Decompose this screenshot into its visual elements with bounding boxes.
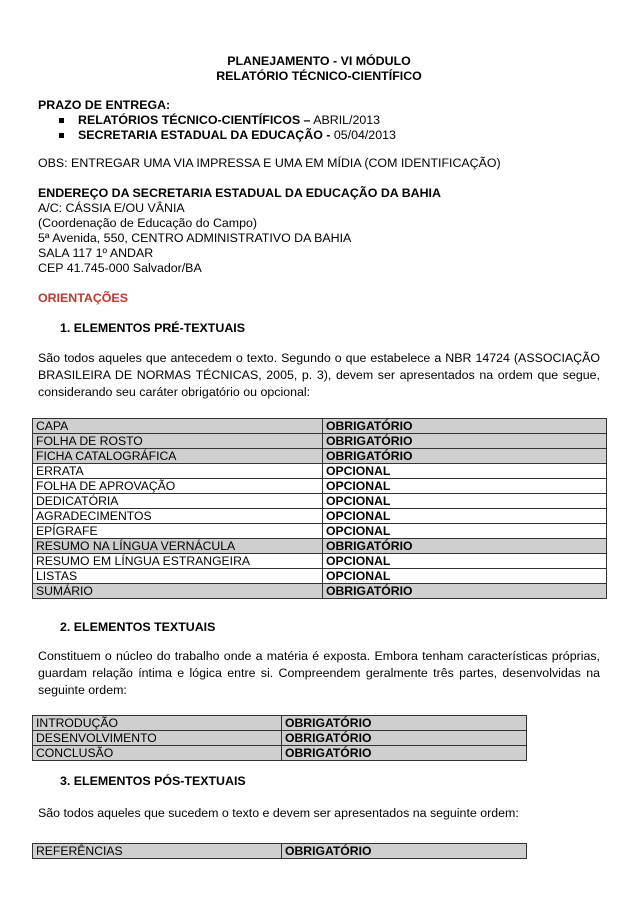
- element-cell: INTRODUÇÃO: [33, 716, 282, 731]
- element-cell: SUMÁRIO: [33, 584, 323, 599]
- table-row: [33, 569, 607, 584]
- table-row: [33, 509, 607, 524]
- deadline-item-name: RELATÓRIOS TÉCNICO-CIENTÍFICOS –: [78, 113, 311, 127]
- table-row: [33, 746, 527, 761]
- section-heading: 1. ELEMENTOS PRÉ-TEXTUAIS: [60, 321, 245, 335]
- table-row: [33, 731, 527, 746]
- status-cell: OPCIONAL: [323, 569, 607, 584]
- element-cell: DESENVOLVIMENTO: [33, 731, 282, 746]
- status-cell: OBRIGATÓRIO: [323, 539, 607, 554]
- post-textual-table: [32, 843, 527, 859]
- element-cell: FOLHA DE ROSTO: [33, 434, 323, 449]
- element-cell: CONCLUSÃO: [33, 746, 282, 761]
- table-row: [33, 554, 607, 569]
- table-row: [33, 419, 607, 434]
- obs-text: OBS: ENTREGAR UMA VIA IMPRESSA E UMA EM MÍDIA (COM IDENTIFICAÇÃO): [38, 156, 501, 170]
- deadline-item-name: SECRETARIA ESTADUAL DA EDUCAÇÃO -: [78, 128, 331, 142]
- element-cell: EPÍGRAFE: [33, 524, 323, 539]
- table-row: [33, 494, 607, 509]
- status-cell: OPCIONAL: [323, 509, 607, 524]
- doc-title-line2: RELATÓRIO TÉCNICO-CIENTÍFICO: [216, 69, 422, 83]
- address-line: A/C: CÁSSIA E/OU VÂNIA: [38, 201, 185, 215]
- deadline-item-date: 05/04/2013: [330, 128, 396, 142]
- element-cell: RESUMO EM LÍNGUA ESTRANGEIRA: [33, 554, 323, 569]
- status-cell: OBRIGATÓRIO: [282, 746, 527, 761]
- element-cell: FICHA CATALOGRÁFICA: [33, 449, 323, 464]
- status-cell: OBRIGATÓRIO: [282, 731, 527, 746]
- doc-title-line1: PLANEJAMENTO - VI MÓDULO: [227, 54, 411, 68]
- element-cell: ERRATA: [33, 464, 323, 479]
- orientations-title: ORIENTAÇÕES: [38, 291, 128, 305]
- table-row: [33, 449, 607, 464]
- table-row: [33, 524, 607, 539]
- status-cell: OBRIGATÓRIO: [323, 449, 607, 464]
- table-row: [33, 716, 527, 731]
- status-cell: OPCIONAL: [323, 494, 607, 509]
- address-title: ENDEREÇO DA SECRETARIA ESTADUAL DA EDUCAÇÃO DA BAHIA: [38, 186, 441, 200]
- table-row: [33, 539, 607, 554]
- address-line: SALA 117 1º ANDAR: [38, 246, 154, 260]
- status-cell: OBRIGATÓRIO: [282, 844, 527, 859]
- deadline-label: PRAZO DE ENTREGA:: [38, 98, 171, 112]
- status-cell: OPCIONAL: [323, 479, 607, 494]
- section-paragraph: São todos aqueles que sucedem o texto e devem ser apresentados na seguinte ordem:: [38, 806, 519, 820]
- status-cell: OBRIGATÓRIO: [323, 419, 607, 434]
- bullet-icon: [59, 118, 64, 123]
- table-row: [33, 584, 607, 599]
- address-line: CEP 41.745-000 Salvador/BA: [38, 261, 202, 275]
- deadline-item: [78, 128, 396, 143]
- address-line: 5ª Avenida, 550, CENTRO ADMINISTRATIVO DA BAHIA: [38, 231, 352, 245]
- section-paragraph: São todos aqueles que antecedem o texto. Segundo o que estabelece a NBR 14724 (ASSOCIAÇÃO BRASILEIRA DE NORMAS TÉCNICAS, 2005, p. 3), devem ser apresentados na ordem que segue, considerando seu caráter obrigatório ou opcional:: [38, 351, 600, 399]
- table-row: [33, 434, 607, 449]
- element-cell: REFERÊNCIAS: [33, 844, 282, 859]
- table-body: [33, 419, 607, 599]
- table-row: [33, 844, 527, 859]
- element-cell: RESUMO NA LÍNGUA VERNÁCULA: [33, 539, 323, 554]
- section-heading: 3. ELEMENTOS PÓS-TEXTUAIS: [60, 774, 246, 788]
- bullet-icon: [59, 133, 64, 138]
- section-paragraph: Constituem o núcleo do trabalho onde a matéria é exposta. Embora tenham características próprias, guardam relação íntima e lógica entre si. Compreendem geralmente três partes, desenvolvidas na seguinte ordem:: [38, 649, 600, 697]
- status-cell: OBRIGATÓRIO: [323, 434, 607, 449]
- status-cell: OPCIONAL: [323, 524, 607, 539]
- pre-textual-table: [32, 418, 607, 599]
- address-line: (Coordenação de Educação do Campo): [38, 216, 258, 230]
- status-cell: OBRIGATÓRIO: [323, 584, 607, 599]
- element-cell: FOLHA DE APROVAÇÃO: [33, 479, 323, 494]
- deadline-item-date: ABRIL/2013: [310, 113, 381, 127]
- element-cell: CAPA: [33, 419, 323, 434]
- deadline-item: [78, 113, 380, 128]
- textual-table: [32, 715, 527, 761]
- element-cell: AGRADECIMENTOS: [33, 509, 323, 524]
- table-row: [33, 464, 607, 479]
- section-heading: 2. ELEMENTOS TEXTUAIS: [60, 620, 216, 634]
- element-cell: LISTAS: [33, 569, 323, 584]
- table-body: [33, 844, 527, 859]
- status-cell: OPCIONAL: [323, 554, 607, 569]
- element-cell: DEDICATÓRIA: [33, 494, 323, 509]
- status-cell: OPCIONAL: [323, 464, 607, 479]
- status-cell: OBRIGATÓRIO: [282, 716, 527, 731]
- table-row: [33, 479, 607, 494]
- table-body: [33, 716, 527, 761]
